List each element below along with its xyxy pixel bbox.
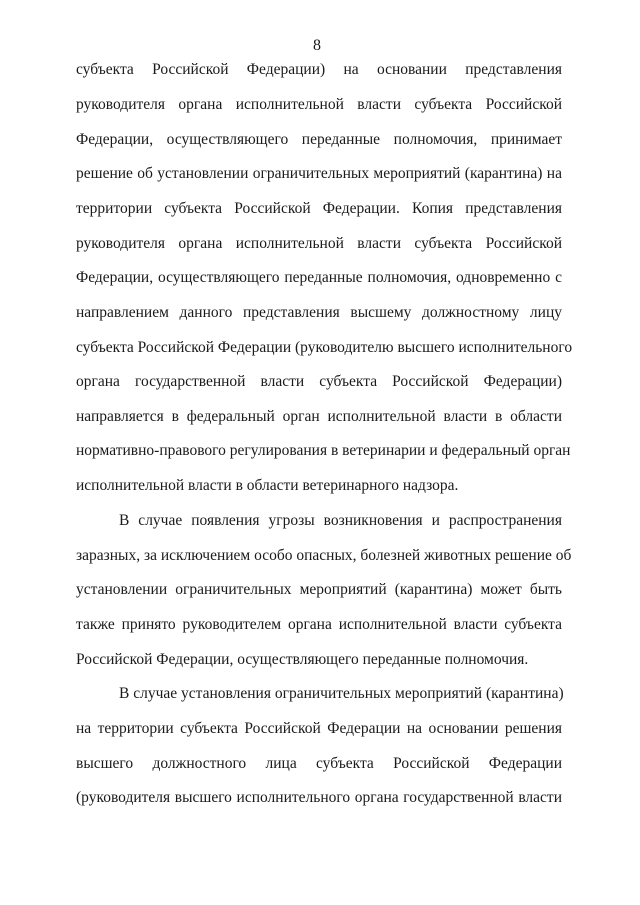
text-line: субъекта Российской Федерации) на основании представления	[76, 61, 562, 78]
text-line: руководителя органа исполнительной власти субъекта Российской	[76, 96, 562, 113]
text-line: руководителя органа исполнительной власти субъекта Российской	[76, 235, 562, 252]
text-line: нормативно-правового регулирования в ветеринарии и федеральный орган	[76, 442, 571, 459]
text-line: направлением данного представления высшему должностному лицу	[76, 304, 562, 321]
text-line: территории субъекта Российской Федерации. Копия представления	[76, 200, 562, 217]
text-line: на территории субъекта Российской Федерации на основании решения	[76, 720, 562, 737]
text-line: направляется в федеральный орган исполнительной власти в области	[76, 408, 562, 425]
text-line: Федерации, осуществляющего переданные полномочия, принимает	[76, 131, 562, 148]
text-line: (руководителя высшего исполнительного органа государственной власти	[76, 789, 562, 806]
text-line: субъекта Российской Федерации (руководителю высшего исполнительного	[76, 339, 573, 356]
text-line: установлении ограничительных мероприятий (карантина) может быть	[76, 581, 562, 598]
page-number: 8	[313, 37, 321, 54]
text-line: заразных, за исключением особо опасных, болезней животных решение об	[76, 547, 572, 564]
text-line: Российской Федерации, осуществляющего переданные полномочия.	[76, 651, 529, 668]
text-line: органа государственной власти субъекта Российской Федерации)	[76, 373, 562, 390]
text-line: В случае появления угрозы возникновения и распространения	[119, 512, 562, 529]
text-line: Федерации, осуществляющего переданные полномочия, одновременно с	[76, 269, 562, 286]
text-line: также принято руководителем органа исполнительной власти субъекта	[76, 616, 562, 633]
text-line: высшего должностного лица субъекта Российской Федерации	[76, 755, 562, 772]
text-line: В случае установления ограничительных мероприятий (карантина)	[119, 685, 564, 702]
text-line: исполнительной власти в области ветеринарного надзора.	[76, 477, 459, 494]
text-line: решение об установлении ограничительных мероприятий (карантина) на	[76, 165, 562, 182]
